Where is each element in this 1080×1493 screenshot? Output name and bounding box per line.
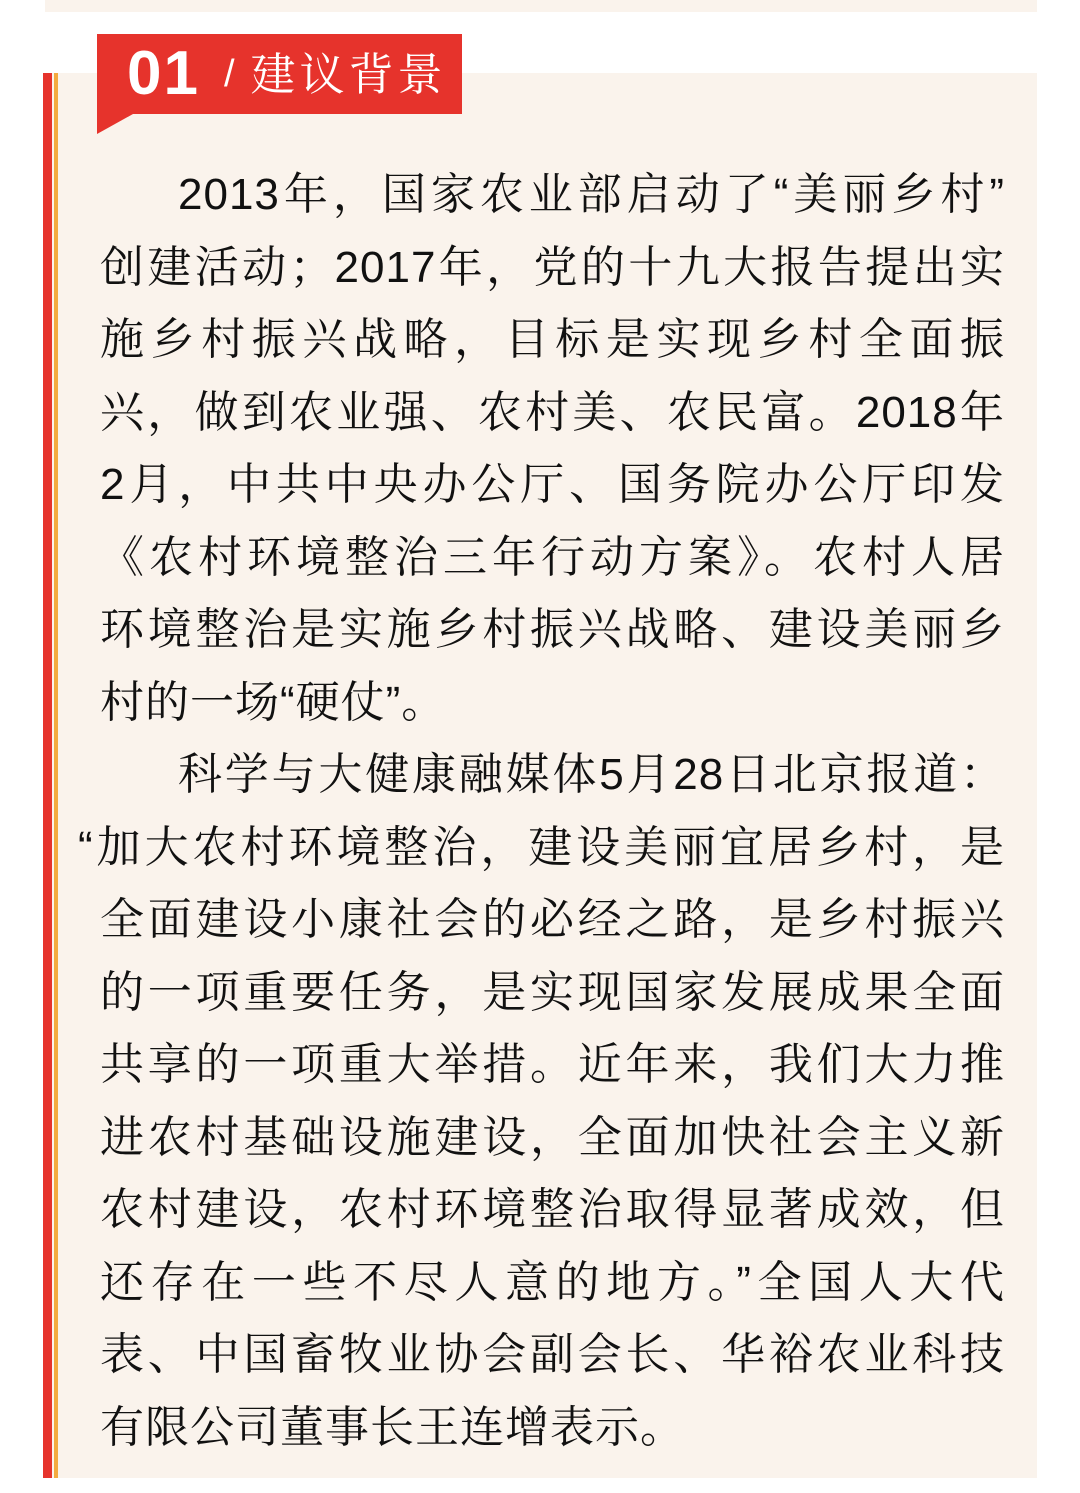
section-title: 建议背景 <box>250 48 447 100</box>
orange-accent-line <box>54 73 58 1478</box>
text-line: 有限公司董事长王连增表示。 <box>100 1402 685 1452</box>
text-line: 的一项重要任务，是实现国家发展成果全面 <box>100 967 1005 1017</box>
badge-fold-triangle <box>97 114 133 134</box>
text-line: 村的一场“硬仗”。 <box>100 677 447 727</box>
text-line: 《农村环境整治三年行动方案》。农村人居 <box>100 532 1005 582</box>
badge-separator: / <box>223 53 235 95</box>
text-line: 全面建设小康社会的必经之路，是乡村振兴 <box>100 895 1005 944</box>
section-badge <box>97 34 462 114</box>
red-accent-line <box>43 73 52 1478</box>
text-line: “加大农村环境整治，建设美丽宜居乡村，是 <box>78 822 1005 872</box>
text-line: 2013年，国家农业部启动了“美丽乡村” <box>178 170 1005 219</box>
text-line: 创建活动；2017年，党的十九大报告提出实 <box>100 242 1005 292</box>
text-line: 表、中国畜牧业协会副会长、华裕农业科技 <box>100 1330 1005 1379</box>
text-line: 进农村基础设施建设，全面加快社会主义新 <box>100 1112 1005 1162</box>
text-line: 环境整治是实施乡村振兴战略、建设美丽乡 <box>100 605 1005 654</box>
text-line: 共享的一项重大举措。近年来，我们大力推 <box>100 1040 1005 1089</box>
badge-number: 01 <box>127 39 200 108</box>
text-line: 还存在一些不尽人意的地方。”全国人大代 <box>100 1257 1005 1307</box>
text-line: 2月，中共中央办公厅、国务院办公厅印发 <box>100 460 1005 509</box>
text-line: 农村建设，农村环境整治取得显著成效，但 <box>100 1185 1005 1234</box>
text-line: 科学与大健康融媒体5月28日北京报道： <box>178 750 1005 799</box>
article-body <box>78 159 1005 1464</box>
text-line: 兴，做到农业强、农村美、农民富。2018年 <box>100 387 1005 437</box>
top-card-edge <box>45 0 1037 12</box>
text-line: 施乡村振兴战略，目标是实现乡村全面振 <box>100 315 1005 364</box>
